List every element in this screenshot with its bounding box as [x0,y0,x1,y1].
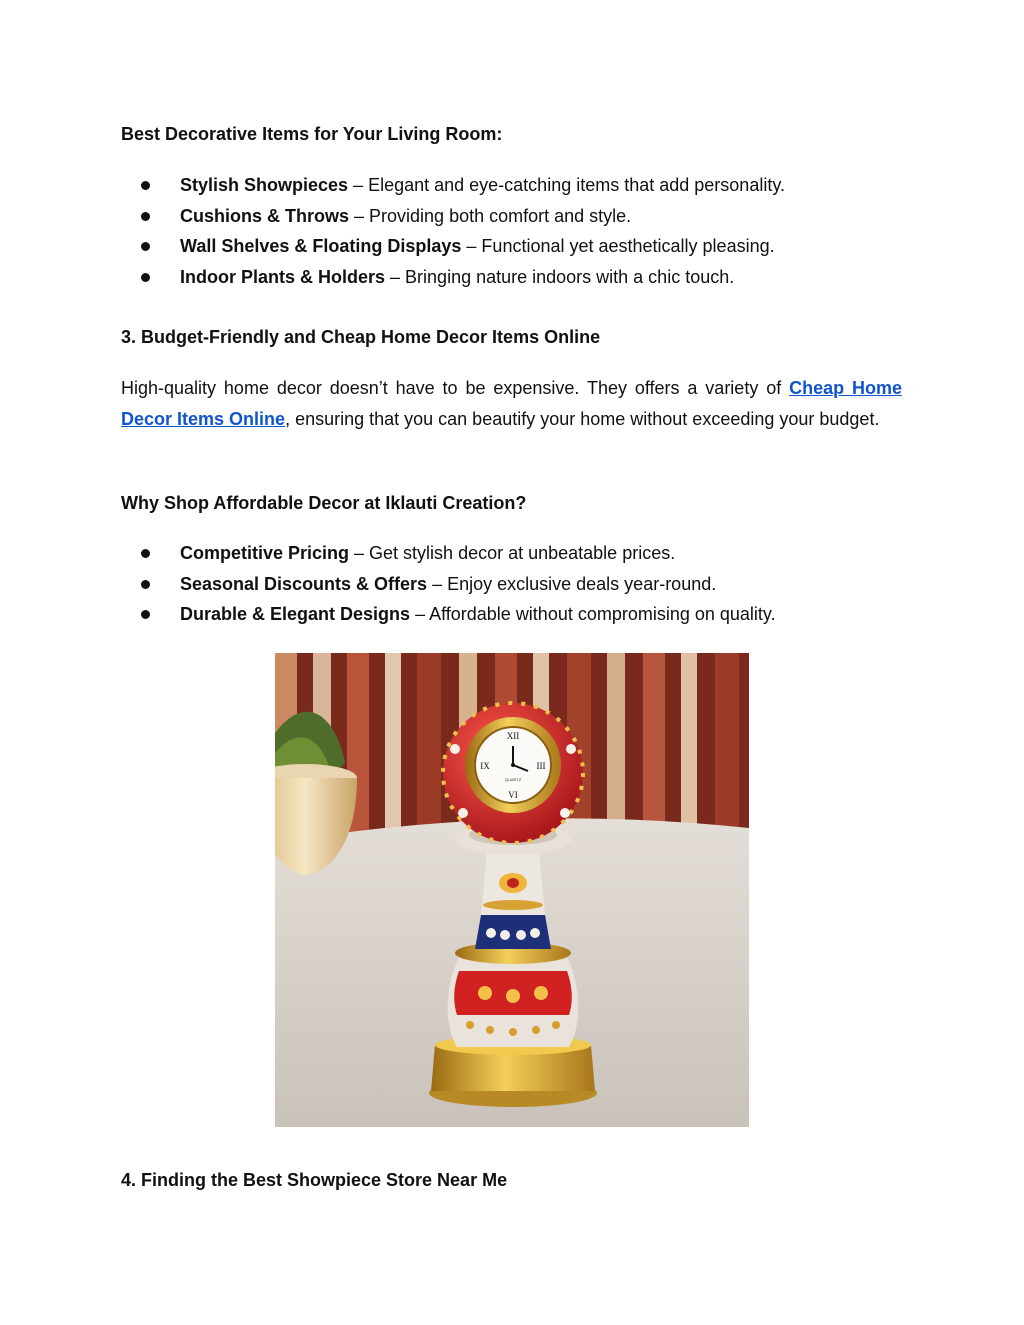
list-item [121,231,785,262]
item-description: – Affordable without compromising on quality. [410,604,776,625]
clock-brand-text: QUARTZ [504,777,522,782]
item-description: – Enjoy exclusive deals year-round. [427,573,717,594]
bullet-icon [141,610,150,619]
item-description: – Elegant and eye-catching items that add personality. [348,175,785,195]
affordable-decor-list [121,538,776,630]
svg-text:VI: VI [508,790,518,800]
item-description: – Bringing nature indoors with a chic touch. [385,267,735,288]
list-item [121,201,785,232]
list-item [121,599,776,630]
marble-clock-illustration [275,653,749,1127]
living-room-list [121,170,785,293]
bullet-icon [141,181,150,190]
list-item [121,262,785,293]
budget-paragraph [121,373,902,434]
item-term: Cushions & Throws [180,205,350,226]
bullet-icon [141,212,150,221]
bullet-icon [141,242,150,251]
marble-clock-showpiece-image [275,653,749,1127]
item-term: Stylish Showpieces [180,175,349,195]
svg-text:XII: XII [506,731,520,741]
item-description: – Functional yet aesthetically pleasing. [461,236,775,257]
bullet-icon [141,580,150,589]
svg-text:IX: IX [480,761,490,771]
budget-paragraph-outro: , ensuring that you can beautify your home without exceeding your budget. [285,408,880,429]
list-item [121,170,785,201]
item-description: – Providing both comfort and style. [349,205,632,226]
item-description: – Get stylish decor at unbeatable prices. [349,543,676,563]
budget-section-heading: 3. Budget-Friendly and Cheap Home Decor Items Online [121,327,601,347]
cheap-home-decor-link[interactable]: Cheap Home Decor Items Online [121,378,902,429]
document-page [121,0,902,1325]
affordable-decor-heading: Why Shop Affordable Decor at Iklauti Creation? [121,493,527,513]
bullet-icon [141,549,150,558]
item-term: Indoor Plants & Holders [180,267,386,288]
bullet-icon [141,273,150,282]
item-term: Wall Shelves & Floating Displays [180,236,462,257]
item-term: Durable & Elegant Designs [180,604,411,625]
list-item [121,569,776,600]
living-room-heading: Best Decorative Items for Your Living Room: [121,124,503,144]
budget-paragraph-intro: High-quality home decor doesn’t have to be expensive. They offers a variety of [121,378,790,398]
svg-text:III: III [536,761,546,771]
showpiece-store-heading: 4. Finding the Best Showpiece Store Near Me [121,1170,508,1190]
item-term: Competitive Pricing [180,543,350,563]
list-item [121,538,776,569]
item-term: Seasonal Discounts & Offers [180,573,428,594]
